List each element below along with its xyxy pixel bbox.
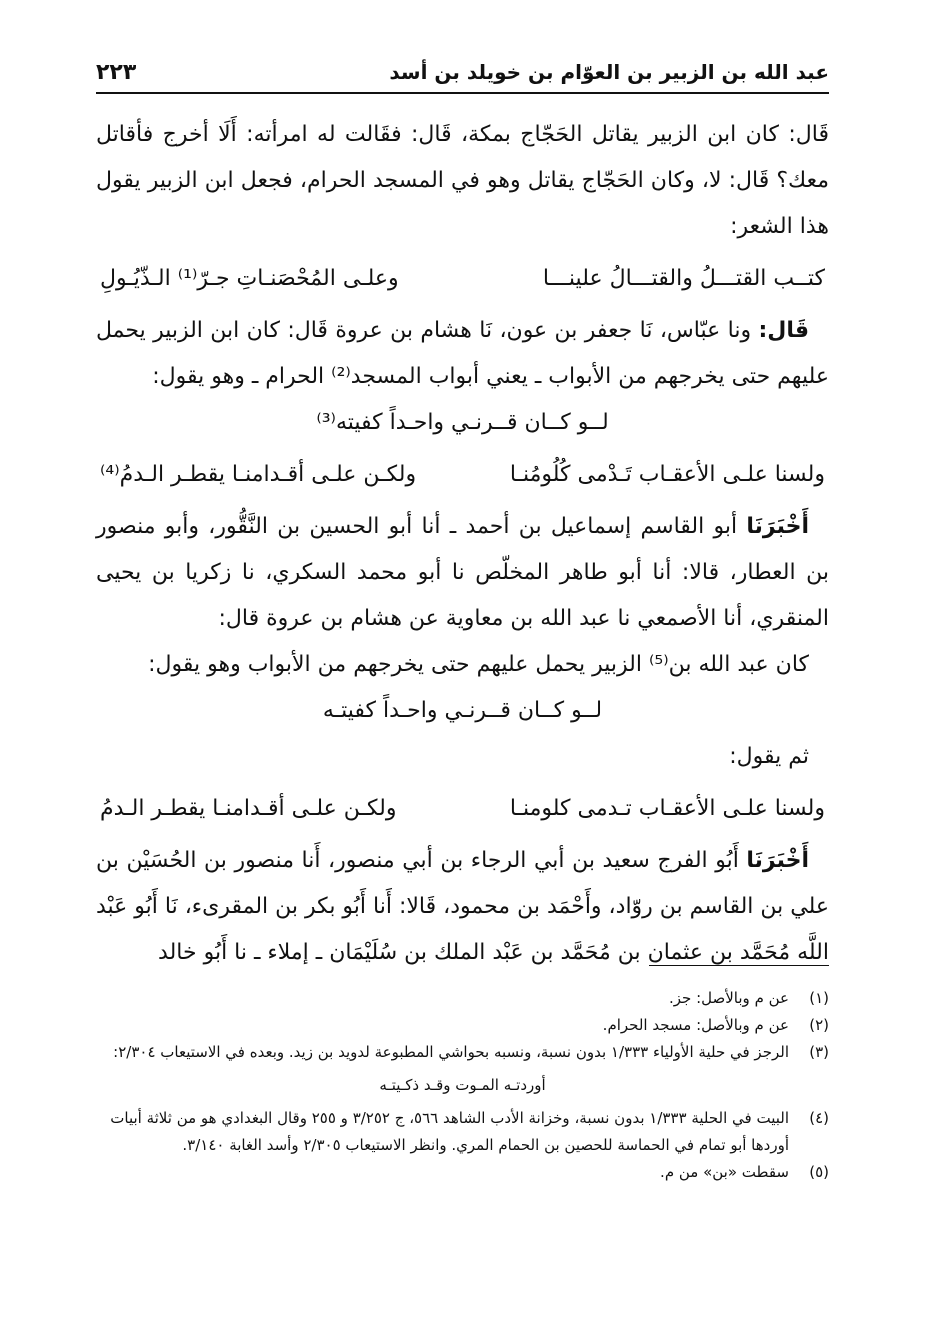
paragraph-4: كان عبد الله بن⁽⁵⁾ الزبير يحمل عليهم حتى يخرجهم من الأبواب وهو يقول: <box>148 652 809 677</box>
page-number: ٢٢٣ <box>96 59 137 85</box>
footnote-1 <box>96 985 829 1012</box>
footnote-4 <box>96 1105 829 1159</box>
paragraph-6-text: أَبُو الفرج سعيد بن أبي الرجاء بن أبي منصور، أَنا منصور بن الحُسَيْن بن علي بن القاسم بن روّاد، وأَحْمَد بن محمود، قَالا: أَنا أَبُو بكر بن المقرىء، نَا أَبُو عَبْد اللَّه مُحَمَّد بن عثمان بن مُحَمَّد بن عَبْد الملك بن سُلَيْمَان ـ إملاء ـ نا أَبُو خالد <box>95 848 829 965</box>
footnote-text: الرجز في حلية الأولياء ١/٣٣٣ بدون نسبة، ونسبه بحواشي المطبوعة لدويد بن زيد. وبعده في الاستيعاب ٢/٣٠٤: <box>113 1043 789 1061</box>
paragraph-3 <box>96 504 829 642</box>
footnotes <box>96 985 829 1186</box>
footnote-text: عن م وبالأصل: جز. <box>669 989 789 1007</box>
paragraph-3-text: أبو القاسم إسماعيل بن أحمد ـ أنا أبو الحسين بن النَّقُّور، وأبو منصور بن العطار، قالا: أنا أبو طاهر المخلّص نا أبو محمد السكري، نا زكريا بن يحيى المنقري، أنا الأصمعي نا عبد الله بن معاوية عن هشام بن عروة قال: <box>96 514 829 631</box>
footnote-text: البيت في الحلية ١/٣٣٣ بدون نسبة، وخزانة الأدب الشاهد ٥٦٦، ج ٣/٢٥٢ و ٢٥٥ وقال البغدادي هو من ثلاثة أبيات أوردها أبو تمام في الحماسة للحصين بن الحمام المري. وانظر الاستيعاب ٢/٣٠٥ وأسد الغابة ٣/١٤٠. <box>110 1109 789 1154</box>
paragraph-6-lead: أَخْبَرَنَا <box>746 848 809 873</box>
paragraph-2 <box>96 308 829 400</box>
verse-1 <box>96 256 829 302</box>
paragraph-3-lead: أَخْبَرَنَا <box>746 514 809 539</box>
footnote-5 <box>96 1159 829 1186</box>
footnote-number: (٥) <box>809 1163 829 1181</box>
paragraph-1: قَال: كان ابن الزبير يقاتل الحَجّاج بمكة، قَال: فقَالت له امرأته: أَلَا أخرج فأقاتل معك؟ قَال: لا، وكان الحَجّاج يقاتل وهو في المسجد الحرام، فجعل ابن الزبير يقول هذا الشعر: <box>96 122 829 239</box>
verse-5-first-hemistich: ولسنا علـى الأعقـاب تـدمى كلومنـا <box>509 796 825 821</box>
header-title: عبد الله بن الزبير بن العوّام بن خويلد بن أسد <box>389 60 829 84</box>
verse-1-second-hemistich: وعلـى المُحْصَنـاتِ جـرّ⁽¹⁾ الـذّيُـولِ <box>100 266 399 291</box>
verse-5-second-hemistich: ولكـن علـى أقـدامنـا يقطـر الـدمُ <box>100 796 397 821</box>
verse-3 <box>96 452 829 498</box>
running-header <box>96 52 829 94</box>
paragraph-5: ثم يقول: <box>729 744 809 769</box>
verse-1-first-hemistich: كتــب القتـــلُ والقتـــالُ علينـــا <box>542 266 825 291</box>
paragraph-6 <box>96 838 829 976</box>
verse-4: لــو كــان قــرنـي واحـداً كفيتـه <box>322 698 603 723</box>
footnote-number: (١) <box>809 989 829 1007</box>
main-text <box>96 112 829 976</box>
footnote-3-verse: أوردتـه المـوت وقـد ذكـيتـه <box>379 1076 546 1094</box>
verse-2: لــو كــان قــرنـي واحـداً كفيته⁽³⁾ <box>316 410 609 435</box>
footnote-separator <box>649 965 829 966</box>
verse-3-second-hemistich: ولكـن علـى أقـدامنـا يقطـر الـدمُ⁽⁴⁾ <box>100 462 417 487</box>
footnote-number: (٣) <box>809 1043 829 1061</box>
paragraph-2-lead: قَال: <box>758 318 810 343</box>
footnote-2 <box>96 1012 829 1039</box>
verse-3-first-hemistich: ولسنا علـى الأعقـاب تَـدْمى كُلُومُنـا <box>509 462 825 487</box>
footnote-number: (٤) <box>809 1109 829 1127</box>
footnote-3 <box>96 1039 829 1066</box>
footnote-text: عن م وبالأصل: مسجد الحرام. <box>602 1016 789 1034</box>
footnote-number: (٢) <box>809 1016 829 1034</box>
verse-5 <box>96 786 829 832</box>
paragraph-2-text: ونا عبّاس، نَا جعفر بن عون، نَا هشام بن عروة قَال: كان ابن الزبير يحمل عليهم حتى يخرجهم من الأبواب ـ يعني أبواب المسجد⁽²⁾ الحرام ـ وهو يقول: <box>96 318 829 389</box>
footnote-text: سقطت «بن» من م. <box>660 1163 789 1181</box>
